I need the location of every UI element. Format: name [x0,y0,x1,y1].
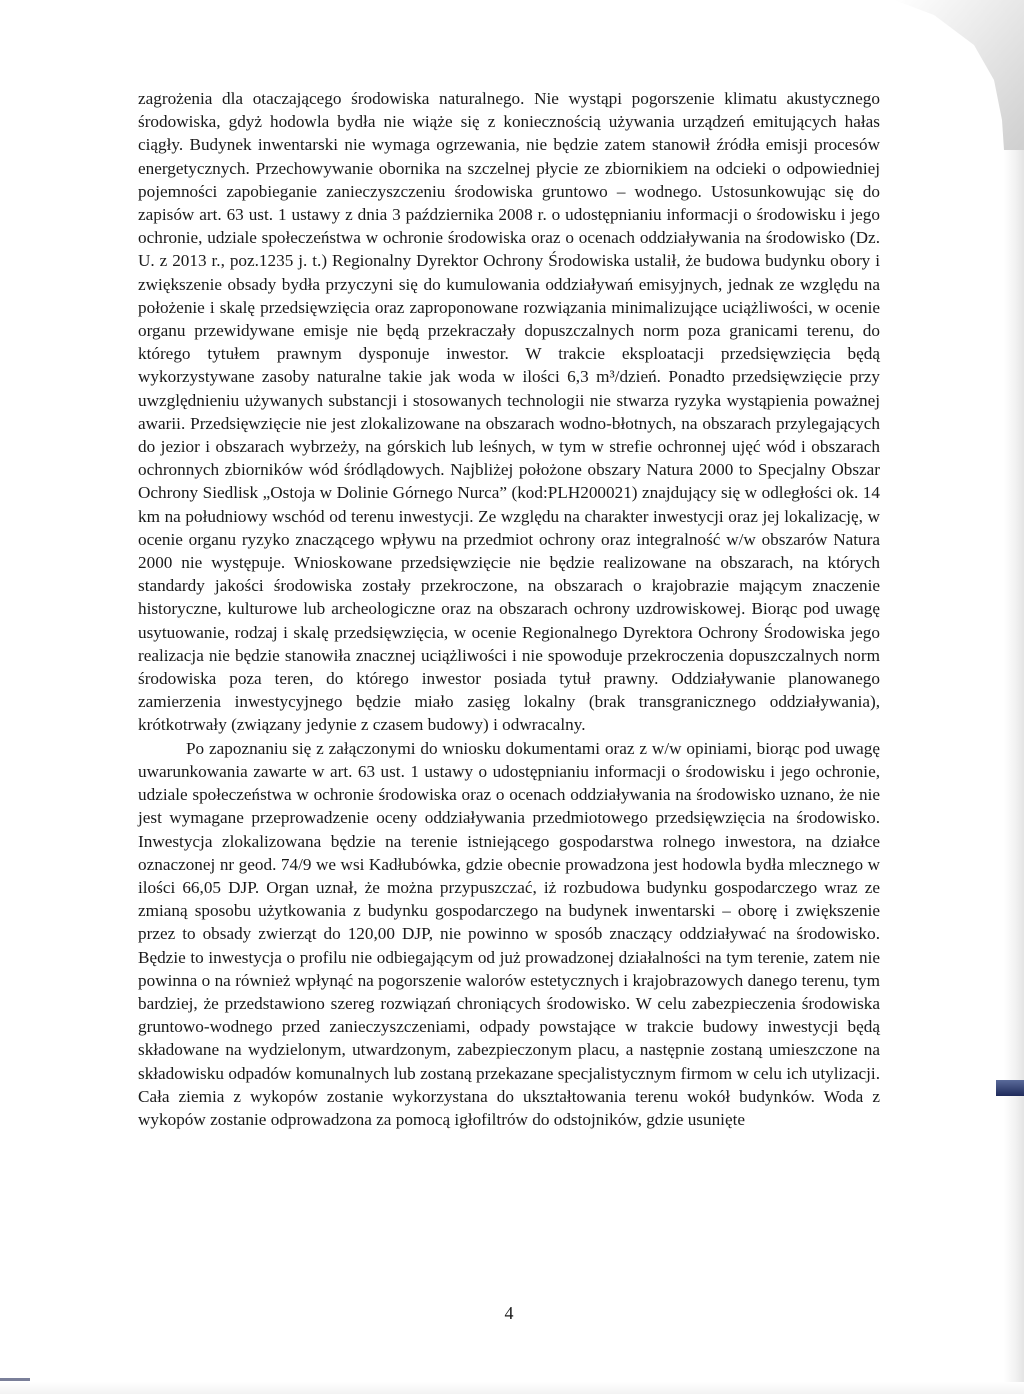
scan-shadow-bottom-edge [0,1382,1024,1394]
scan-mark-right [996,1080,1024,1096]
scan-mark-left [0,1378,30,1381]
scan-shadow-corner [894,0,1024,150]
paragraph-environmental-assessment: zagrożenia dla otaczającego środowiska naturalnego. Nie wystąpi pogorszenie klimatu akustycznego środowiska, gdyż hodowla bydła nie wiąże się z koniecznością używania urządzeń emitujących hałas ciągły. Budynek inwentarski nie wymaga ogrzewania, nie będzie zatem stanowił źródła emisji procesów energetycznych. Przechowywanie obornika na szczelnej płycie ze zbiornikiem na odcieki o odpowiedniej pojemności zapobieganie zanieczyszczeniu środowiska gruntowo – wodnego. Ustosunkowując się do zapisów art. 63 ust. 1 ustawy z dnia 3 października 2008 r. o udostępnianiu informacji o środowisku i jego ochronie, udziale społeczeństwa w ochronie środowiska oraz o ocenach oddziaływania na środowisko (Dz. U. z 2013 r., poz.1235 j. t.) Regionalny Dyrektor Ochrony Środowiska ustalił, że budowa budynku obory i zwiększenie obsady bydła przyczyni się do kumulowania oddziaływań emisyjnych, jednak ze względu na położenie i skalę przedsięwzięcia oraz zaproponowane rozwiązania minimalizujące uciążliwości, w ocenie organu przewidywane emisje nie będą przekraczały dopuszczalnych norm poza granicami terenu, do którego tytułem prawnym dysponuje inwestor. W trakcie eksploatacji przedsięwzięcia będą wykorzystywane zasoby naturalne takie jak woda w ilości 6,3 m³/dzień. Ponadto przedsięwzięcie przy uwzględnieniu używanych substancji i stosowanych technologii nie stwarza ryzyka wystąpienia poważnej awarii. Przedsięwzięcie nie jest zlokalizowane na obszarach wodno-błotnych, na obszarach przylegających do jezior i obszarach wybrzeży, na górskich lub leśnych, w tym w strefie ochronnej ujęć wód i obszarach ochronnych zbiorników wód śródlądowych. Najbliżej położone obszary Natura 2000 to Specjalny Obszar Ochrony Siedlisk „Ostoja w Dolinie Górnego Nurca” (kod:PLH200021) znajdujący się w odległości ok. 14 km na południowy wschód od terenu inwestycji. Ze względu na charakter inwestycji oraz jej lokalizację, w ocenie organu ryzyko znaczącego wpływu na przedmiot ochrony oraz integralność w/w obszarów Natura 2000 nie występuje. Wnioskowane przedsięwzięcie nie będzie realizowane na obszarach, na których standardy jakości środowiska zostały przekroczone, na obszarach o krajobrazie mającym znaczenie historyczne, kulturowe lub archeologiczne oraz na obszarach ochrony uzdrowiskowej. Biorąc pod uwagę usytuowanie, rodzaj i skalę przedsięwzięcia, w ocenie Regionalnego Dyrektora Ochrony Środowiska jego realizacja nie będzie stanowiła znacznej uciążliwości i nie spowoduje przekroczenia dopuszczalnych norm środowiska poza teren, do którego inwestor posiada tytuł prawny. Oddziaływanie planowanego zamierzenia inwestycyjnego będzie miało zasięg lokalny (brak transgranicznego oddziaływania), krótkotrwały (związany jedynie z czasem budowy) i odwracalny. [138,89,880,735]
document-body [138,87,880,1131]
scan-shadow-right-edge [1004,150,1024,1394]
page-number: 4 [504,1303,514,1323]
paragraph-conclusion: Po zapoznaniu się z załączonymi do wniosku dokumentami oraz z w/w opiniami, biorąc pod uwagę uwarunkowania zawarte w art. 63 ust. 1 ustawy o udostępnianiu informacji o środowisku i jego ochronie, udziale społeczeństwa w ochronie środowiska oraz o ocenach oddziaływania na środowisko uznano, że nie jest wymagane przeprowadzenie oceny oddziaływania przedmiotowego przedsięwzięcia na środowisko. Inwestycja zlokalizowana będzie na terenie istniejącego gospodarstwa rolnego inwestora, na działce oznaczonej nr geod. 74/9 we wsi Kadłubówka, gdzie obecnie prowadzona jest hodowla bydła mlecznego w ilości 66,05 DJP. Organ uznał, że można przypuszczać, iż rozbudowa budynku gospodarczego wraz ze zmianą sposobu użytkowania z budynku gospodarczego na budynek inwentarski – oborę i zwiększenie przez to obsady zwierząt do 120,00 DJP, nie powinno w sposób znaczący oddziaływać na środowisko. Będzie to inwestycja o profilu nie odbiegającym od już prowadzonej działalności na tym terenie, zatem nie powinna o na również wpłynąć na pogorszenie walorów estetycznych i krajobrazowych danego terenu, tym bardziej, że przedstawiono szereg rozwiązań chroniących środowisko. W celu zabezpieczenia środowiska gruntowo-wodnego przed zanieczyszczeniami, odpady powstające w trakcie budowy inwestycji będą składowane na wydzielonym, utwardzonym, zabezpieczonym placu, a następnie zostaną umieszczone na składowisku odpadów komunalnych lub zostaną przekazane specjalistycznym firmom w celu ich utylizacji. Cała ziemia z wykopów zostanie wykorzystana do ukształtowania terenu wokół budynków. Woda z wykopów zostanie odprowadzona za pomocą igłofiltrów do odstojników, gdzie usunięte [138,738,880,1129]
